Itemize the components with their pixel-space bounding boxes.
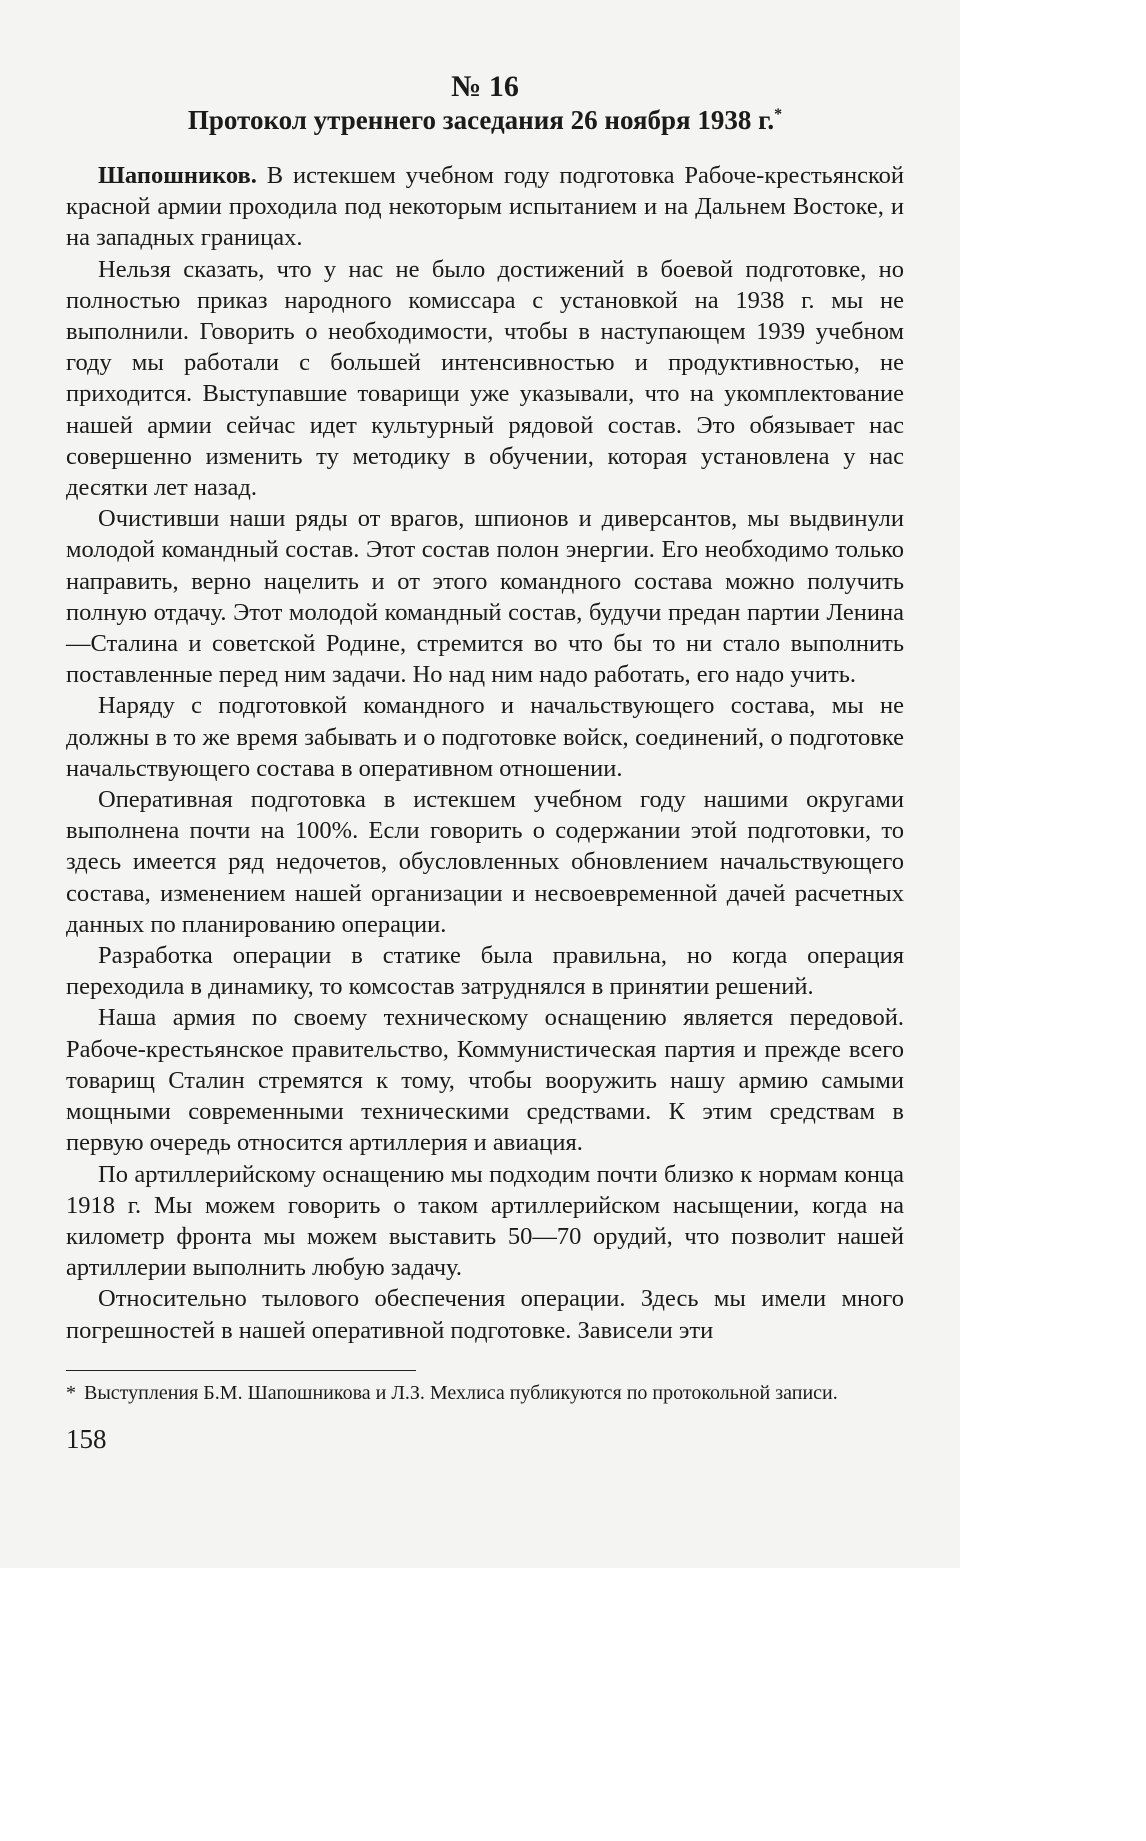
speaker-name: Шапошников. (98, 162, 257, 189)
document-body (66, 160, 904, 1346)
document-number: № 16 (451, 70, 519, 103)
footnote-divider (66, 1370, 416, 1371)
paragraph-6: Разработка операции в статике была правильна, но когда операция переходила в динамику, то комсостав затруднялся в принятии решений. (66, 942, 904, 1001)
paragraph-1 (66, 160, 904, 254)
paragraph-3: Очистивши наши ряды от врагов, шпионов и диверсантов, мы выдвинули молодой командный состав. Этот состав полон энергии. Его необходимо только направить, верно нацелить и от этого командного состава можно получить полную отдачу. Этот молодой командный состав, будучи предан партии Ленина—Сталина и советской Родине, стремится во что бы то ни стало выполнить поставленные перед ним задачи. Но над ним надо работать, его надо учить. (66, 505, 904, 689)
footnote-text: Выступления Б.М. Шапошникова и Л.З. Мехлиса публикуются по протокольной записи. (84, 1381, 838, 1404)
paragraph-5: Оперативная подготовка в истекшем учебном году нашими округами выполнена почти на 100%. Если говорить о содержании этой подготовки, то здесь имеется ряд недочетов, обусловленных обновлением начальствующего состава, изменением нашей организации и несвоевременной дачей расчетных данных по планированию операции. (66, 786, 904, 938)
title-footnote-marker: * (774, 106, 783, 123)
document-title-text: Протокол утреннего заседания 26 ноября 1938 г. (187, 105, 775, 135)
paragraph-7: Наша армия по своему техническому оснащению является передовой. Рабоче-крестьянское правительство, Коммунистическая партия и прежде всего товарищ Сталин стремятся к тому, чтобы вооружить нашу армию самыми мощными современными техническими средствами. К этим средствам в первую очередь относится артиллерия и авиация. (66, 1004, 904, 1157)
paragraph-1-text: В истекшем учебном году подготовка Рабоче-крестьянской красной армии проходила под некоторым испытанием и на Дальнем Востоке, и на западных границах. (66, 162, 904, 252)
footnote (66, 1381, 904, 1406)
paragraph-4: Наряду с подготовкой командного и начальствующего состава, мы не должны в то же время забывать и о подготовке войск, соединений, о подготовке начальствующего состава в оперативном отношении. (66, 692, 904, 782)
paragraph-8: По артиллерийскому оснащению мы подходим почти близко к нормам конца 1918 г. Мы можем говорить о таком артиллерийском насыщении, когда на километр фронта мы можем выставить 50—70 орудий, что позволит нашей артиллерии выполнить любую задачу. (66, 1160, 904, 1282)
paragraph-2: Нельзя сказать, что у нас не было достижений в боевой подготовке, но полностью приказ народного комиссара с установкой на 1938 г. мы не выполнили. Говорить о необходимости, чтобы в наступающем 1939 учебном году мы работали с большей интенсивностью и продуктивностью, не приходится. Выступавшие товарищи уже указывали, что на укомплектование нашей армии сейчас идет культурный рядовой состав. Это обязывает нас совершенно изменить ту методику в обучении, которая установлена у нас десятки лет назад. (66, 255, 904, 502)
footnote-marker: * (66, 1381, 76, 1404)
paragraph-9: Относительно тылового обеспечения операции. Здесь мы имели много погрешностей в нашей оперативной подготовке. Зависели эти (66, 1285, 904, 1344)
page-number: 158 (66, 1423, 107, 1454)
document-title (66, 104, 904, 136)
